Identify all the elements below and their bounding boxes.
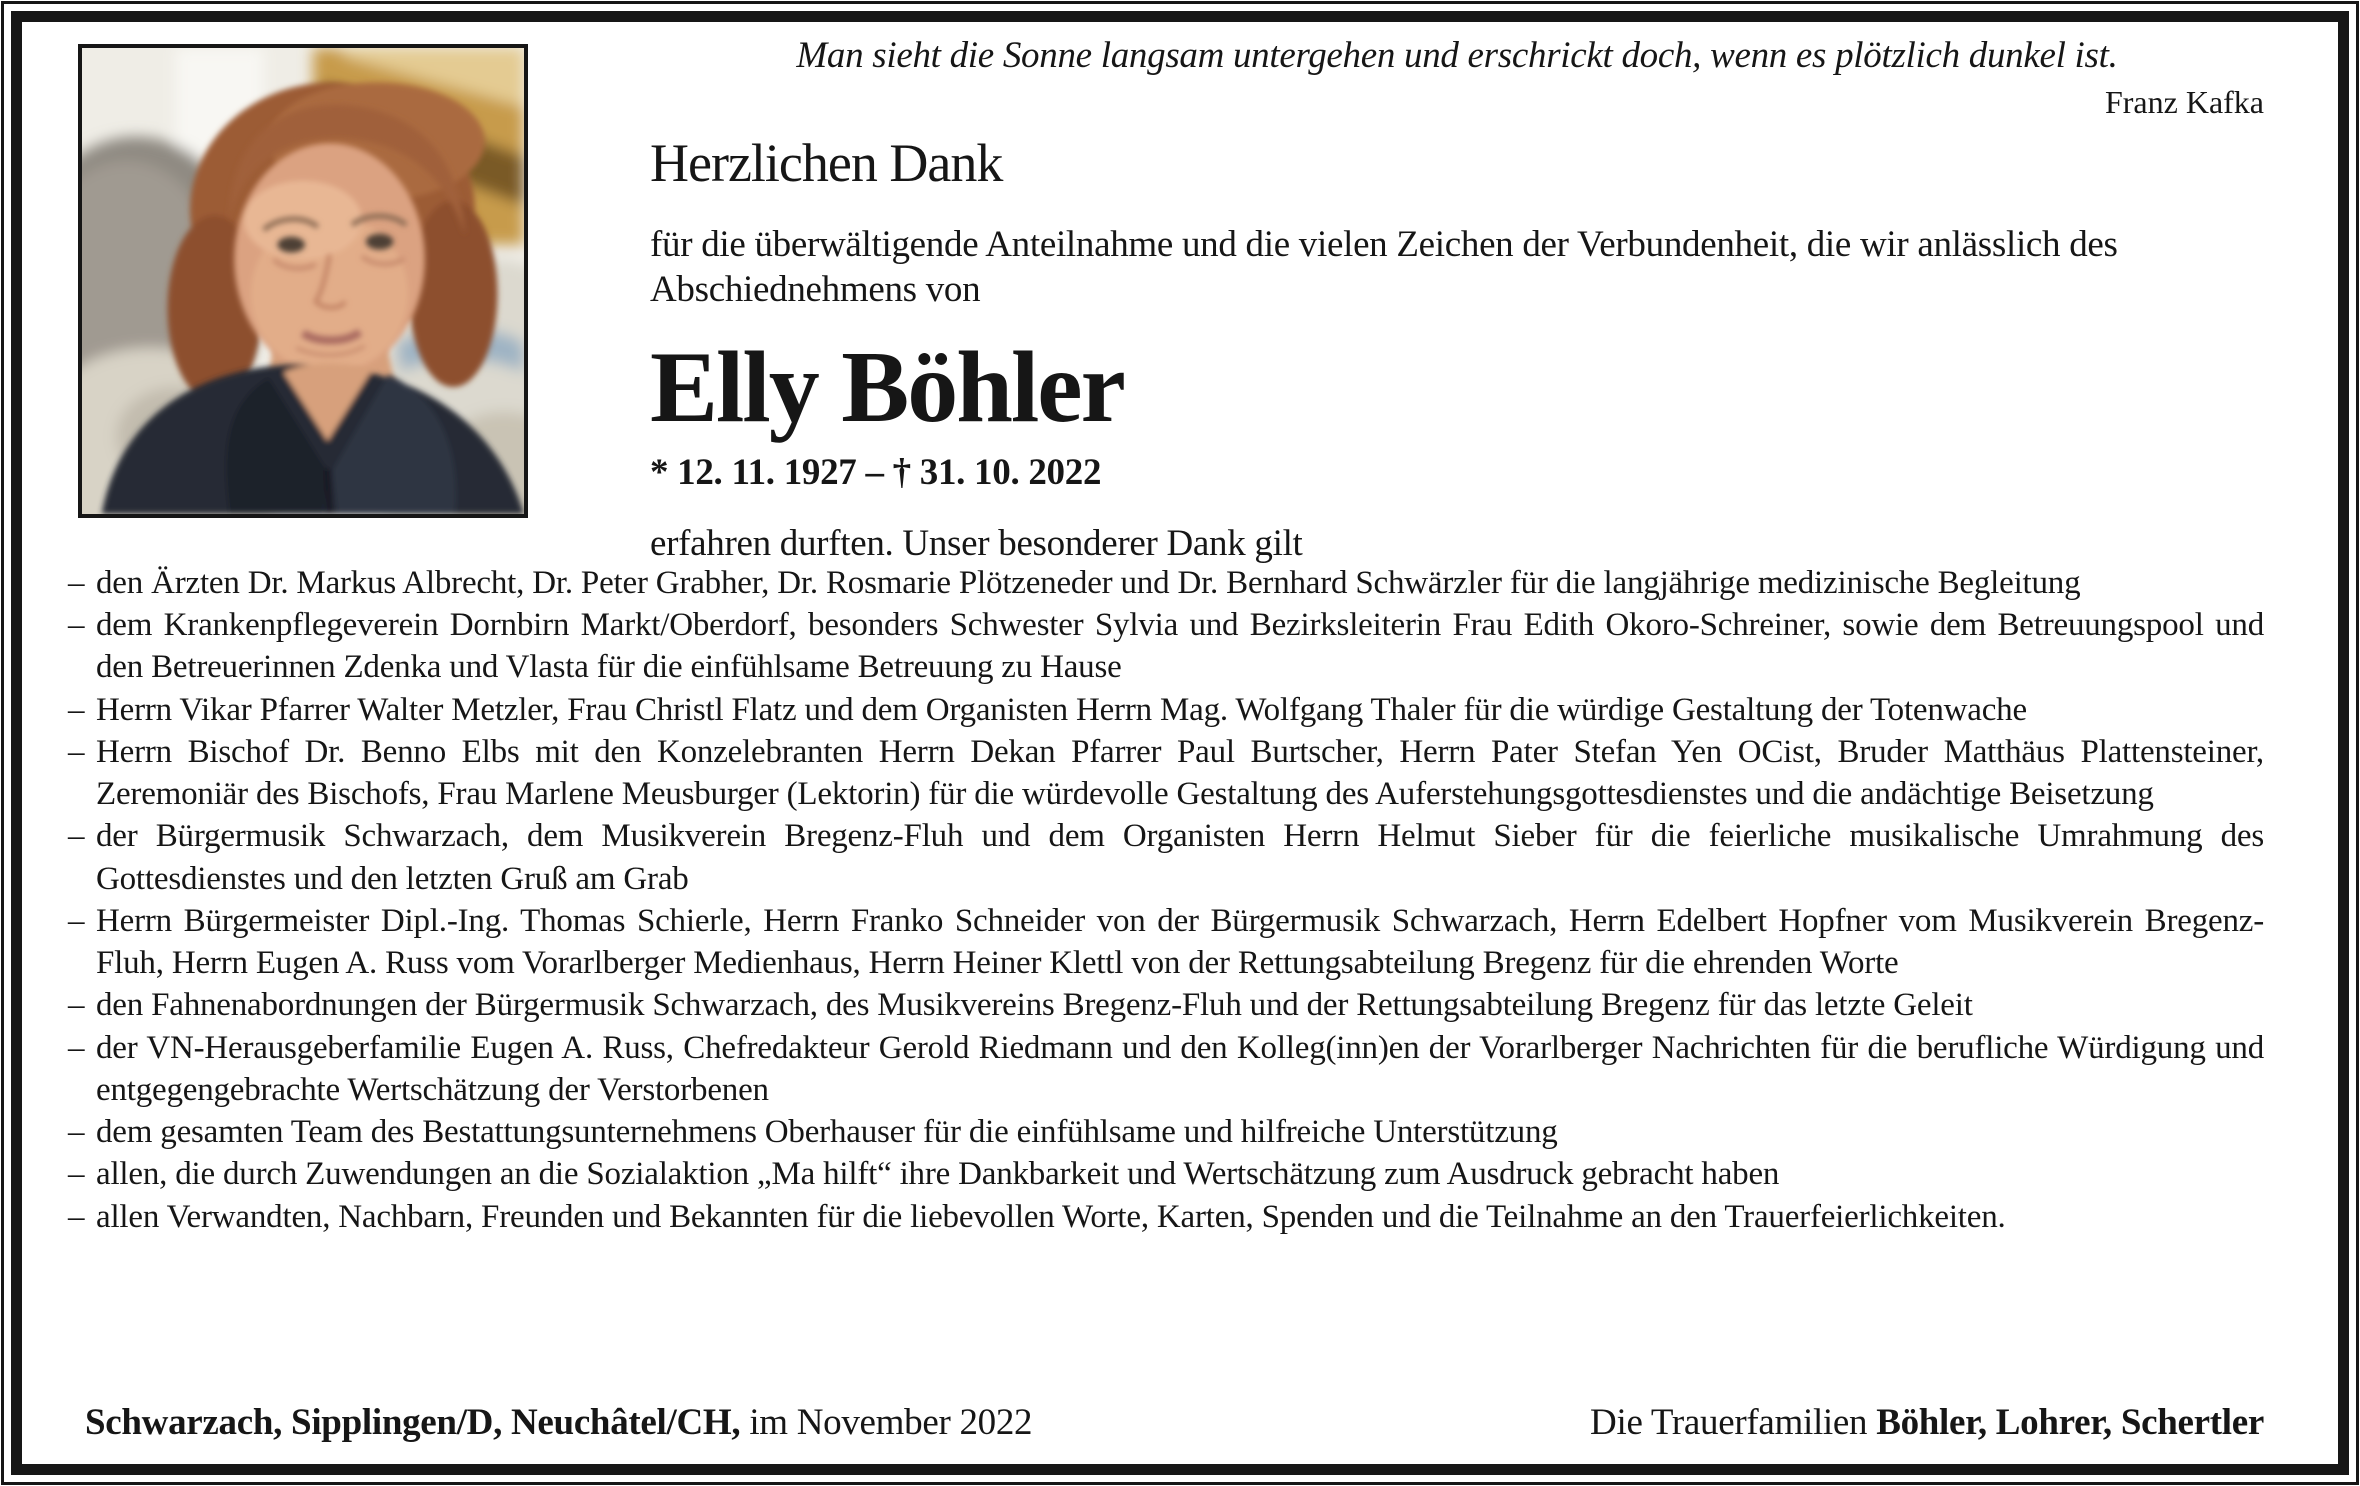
quote-author: Franz Kafka — [2104, 84, 2264, 121]
thanks-item-text: den Fahnenabordnungen der Bürgermusik Schwarzach, des Musikvereins Bregenz-Fluh und der Rettungsabteilung Bregenz für das letzte Geleit — [96, 987, 1973, 1024]
thanks-item — [68, 731, 2264, 815]
thanks-item — [68, 604, 2264, 688]
list-dash: – — [68, 691, 85, 728]
thanks-item-text: dem Krankenpflegeverein Dornbirn Markt/Oberdorf, besonders Schwester Sylvia und Bezirksleiterin Frau Edith Okoro-Schreiner, sowie dem Betreuungspool und den Betreuerinnen Zdenka und Vlasta für die einfühlsame Betreuung zu Hause — [96, 607, 2264, 686]
thanks-item-text: der VN-Herausgeberfamilie Eugen A. Russ, Chefredakteur Gerold Riedmann und den Kolleg(inn)en der Vorarlberger Nachrichten für die berufliche Würdigung und entgegengebrachte Wertschätzung der Verstorbenen — [96, 1029, 2264, 1108]
list-dash: – — [68, 1029, 85, 1066]
list-dash: – — [68, 565, 85, 601]
thanks-item-text: den Ärzten Dr. Markus Albrecht, Dr. Peter Grabher, Dr. Rosmarie Plötzeneder und Dr. Bernhard Schwärzler für die langjährige medizinische Begleitung — [96, 565, 2081, 601]
thanks-item — [68, 900, 2264, 984]
families-names: Böhler, Lohrer, Schertler — [1876, 1402, 2264, 1443]
families-label: Die Trauerfamilien — [1590, 1402, 1868, 1443]
footer-places-date — [85, 1401, 1032, 1444]
deceased-name: Elly Böhler — [650, 331, 1124, 445]
thanks-list — [68, 562, 2264, 1238]
thanks-item — [68, 1153, 2264, 1195]
thanks-item — [68, 1111, 2264, 1153]
footer-families — [1590, 1401, 2264, 1444]
list-dash: – — [68, 1114, 85, 1151]
footer-places: Schwarzach, Sipplingen/D, Neuchâtel/CH, — [85, 1402, 741, 1443]
thanks-item-text: allen, die durch Zuwendungen an die Sozialaktion „Ma hilft“ ihre Dankbarkeit und Wertschätzung zum Ausdruck gebracht haben — [96, 1156, 1780, 1193]
intro-text: für die überwältigende Anteilnahme und die vielen Zeichen der Verbundenheit, die wir anlässlich des Abschiednehmens von — [650, 224, 2118, 311]
thanks-item-text: allen Verwandten, Nachbarn, Freunden und Bekannten für die liebevollen Worte, Karten, Spenden und die Teilnahme an den Trauerfeierlichkeiten. — [96, 1198, 2006, 1235]
thanks-item — [68, 1196, 2264, 1238]
list-dash: – — [68, 987, 85, 1024]
thanks-item-text: Herrn Vikar Pfarrer Walter Metzler, Frau Christl Flatz und dem Organisten Herrn Mag. Wolfgang Thaler für die würdige Gestaltung der Totenwache — [96, 691, 2027, 728]
portrait-photo-graphic — [82, 48, 524, 514]
thanks-item — [68, 815, 2264, 899]
header-block — [650, 34, 2264, 565]
thanks-item-text: dem gesamten Team des Bestattungsunternehmens Oberhauser für die einfühlsame und hilfreiche Unterstützung — [96, 1114, 1558, 1151]
memorial-quote: Man sieht die Sonne langsam untergehen und erschrickt doch, wenn es plötzlich dunkel ist. — [796, 35, 2118, 76]
list-dash: – — [68, 902, 85, 939]
portrait-photo — [78, 44, 528, 518]
thanks-item — [68, 562, 2264, 604]
page-title: Herzlichen Dank — [650, 133, 1003, 194]
thanks-item — [68, 689, 2264, 731]
list-dash: – — [68, 818, 85, 855]
outro-text: erfahren durften. Unser besonderer Dank gilt — [650, 523, 1303, 565]
thanks-item-text: Herrn Bürgermeister Dipl.-Ing. Thomas Schierle, Herrn Franko Schneider von der Bürgermusik Schwarzach, Herrn Edelbert Hopfner vom Musikverein Bregenz-Fluh, Herrn Eugen A. Russ vom Vorarlberger Medienhaus, Herrn Heiner Klettl von der Rettungsabteilung Bregenz für die ehrenden Worte — [96, 902, 2264, 982]
list-dash: – — [68, 733, 85, 770]
thanks-item — [68, 984, 2264, 1026]
list-dash: – — [68, 607, 85, 644]
footer — [85, 1401, 2264, 1444]
thanks-item-text: Herrn Bischof Dr. Benno Elbs mit den Konzelebranten Herrn Dekan Pfarrer Paul Burtscher, Herrn Pater Stefan Yen OCist, Bruder Matthäus Plattensteiner, Zeremoniär des Bischofs, Frau Marlene Meusburger (Lektorin) für die würdevolle Gestaltung des Auferstehungsgottesdienstes und die andächtige Beisetzung — [96, 733, 2264, 813]
footer-date: im November 2022 — [749, 1402, 1033, 1443]
life-dates: * 12. 11. 1927 – † 31. 10. 2022 — [650, 452, 1102, 494]
list-dash: – — [68, 1156, 85, 1193]
thanks-item-text: der Bürgermusik Schwarzach, dem Musikverein Bregenz-Fluh und dem Organisten Herrn Helmut Sieber für die feierliche musikalische Umrahmung des Gottesdienstes und den letzten Gruß am Grab — [96, 818, 2264, 897]
list-dash: – — [68, 1198, 85, 1235]
thanks-item — [68, 1027, 2264, 1111]
